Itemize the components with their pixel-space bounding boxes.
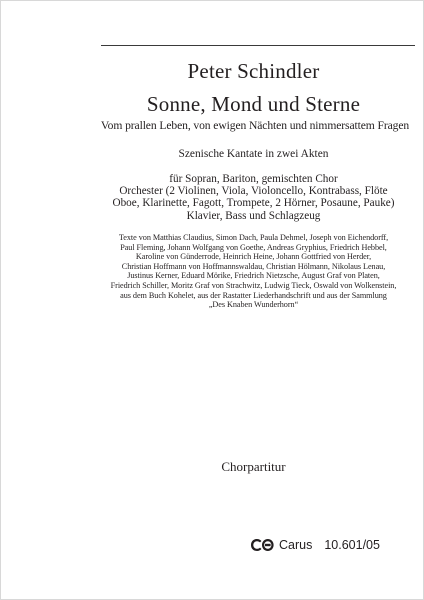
authors-line: Karoline von Günderrode, Heinrich Heine, Johann Gottfried von Herder, <box>135 252 372 262</box>
scoring-block <box>91 173 416 222</box>
work-subtitle: Vom prallen Leben, von ewigen Nächten und nimmersattem Fragen <box>100 119 410 132</box>
work-genre: Szenische Kantate in zwei Akten <box>178 148 329 160</box>
authors-line: aus dem Buch Kohelet, aus der Rastatter Liederhandschrift und aus der Sammlung <box>120 290 387 300</box>
publisher-imprint <box>249 534 380 556</box>
header-rule <box>101 45 415 46</box>
carus-logo-icon <box>249 538 275 552</box>
authors-line: Friedrich Schiller, Moritz Graf von Strachwitz, Ludwig Tieck, Oswald von Wolkenstein, <box>110 280 397 290</box>
text-authors-block <box>91 233 416 310</box>
authors-line: „Des Knaben Wunderhorn“ <box>208 300 299 310</box>
scoring-line: für Sopran, Bariton, gemischten Chor <box>169 173 338 185</box>
work-title: Sonne, Mond und Sterne <box>146 92 361 116</box>
scoring-line: Oboe, Klarinette, Fagott, Trompete, 2 Hörner, Posaune, Pauke) <box>112 197 395 210</box>
catalog-number: 10.601/05 <box>324 538 380 552</box>
scoring-line: Orchester (2 Violinen, Viola, Violoncello, Kontrabass, Flöte <box>119 185 388 198</box>
authors-line: Justinus Kerner, Eduard Mörike, Friedrich Nietzsche, August Graf von Platen, <box>127 271 380 281</box>
publisher-name: Carus <box>279 538 313 552</box>
edition-type: Chorpartitur <box>221 459 286 474</box>
authors-line: Christian Hoffmann von Hoffmannswaldau, Christian Hölmann, Nikolaus Lenau, <box>121 261 386 271</box>
composer-name: Peter Schindler <box>187 59 320 83</box>
scoring-line: Klavier, Bass und Schlagzeug <box>186 209 321 222</box>
authors-line: Texte von Matthias Claudius, Simon Dach, Paula Dehmel, Joseph von Eichendorff, <box>118 233 389 242</box>
authors-line: Paul Fleming, Johann Wolfgang von Goethe, Andreas Gryphius, Friedrich Hebbel, <box>120 242 387 252</box>
